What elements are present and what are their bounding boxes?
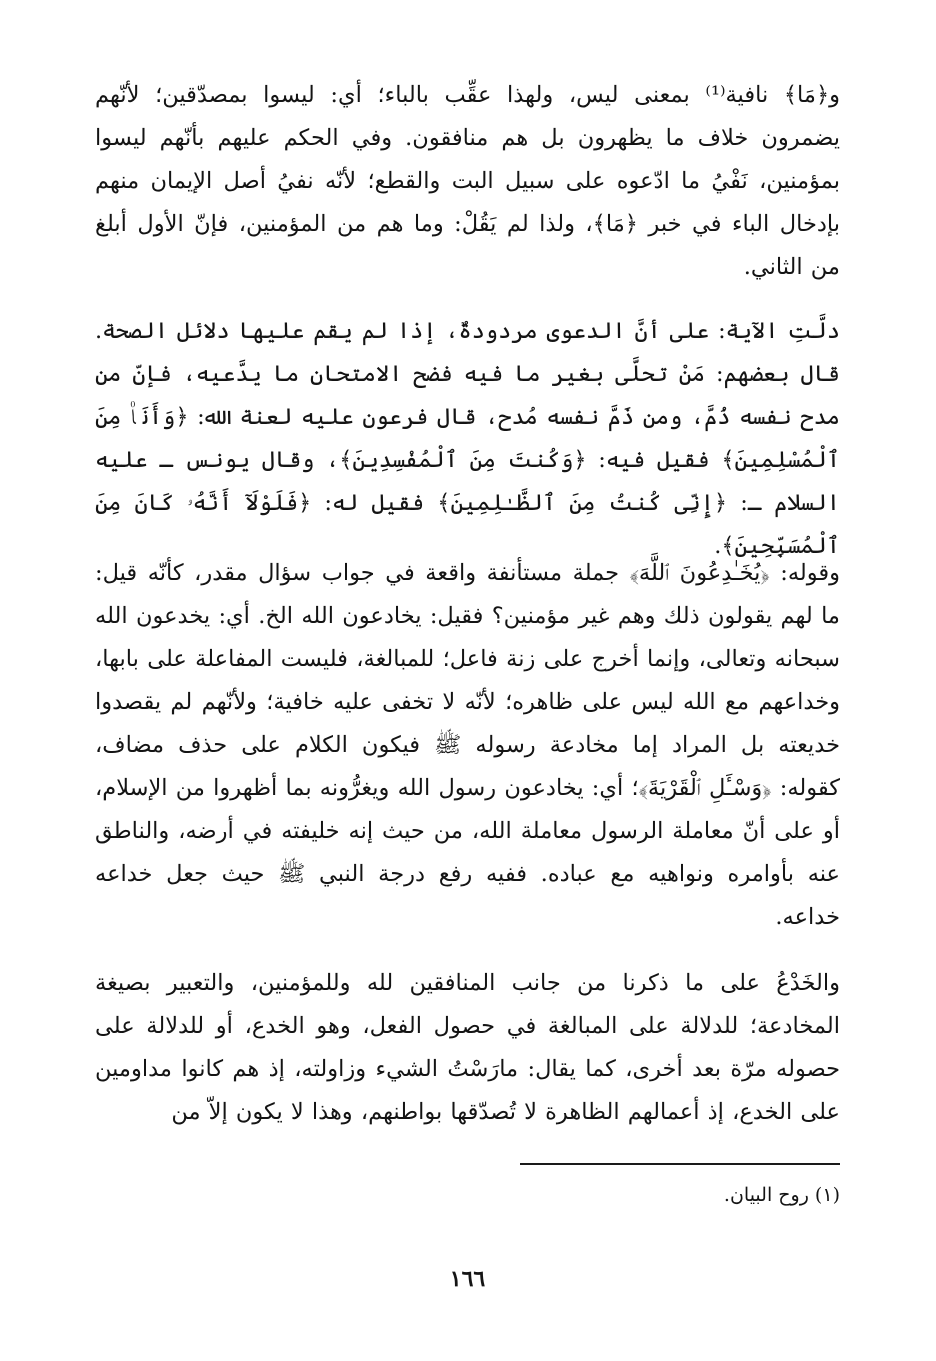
footnote: (١) روح البيان. <box>723 1184 840 1206</box>
paragraph-3: وقوله: ﴿يُخَـٰدِعُونَ ٱللَّهَ﴾ جملة مستأنفة واقعة في جواب سؤال مقدر، كأنّه قيل: ما لهم يقولون ذلك وهم غير مؤمنين؟ فقيل: يخادعون الله الخ. أي: يخدعون الله سبحانه وتعالى، وإنما أخرج على زنة فاعل؛ للمبالغة، فليست المفاعلة على بابها، وخداعهم مع الله ليس على ظاهره؛ لأنّه لا تخفى عليه خافية؛ ولأنّهم لم يقصدوا خديعته بل المراد إما مخادعة رسوله ﷺ فيكون الكلام على حذف مضاف، كقوله: ﴿وَسْـَٔلِ ٱلْقَرْيَةَ﴾؛ أي: يخادعون رسول الله ويغرُّونه بما أظهروا من الإسلام، أو على أنّ معاملة الرسول معاملة الله، من حيث إنه خليفته في أرضه، والناطق عنه بأوامره ونواهيه مع عباده. ففيه رفع درجة النبي ﷺ حيث جعل خداعه خداعه. <box>95 560 840 930</box>
paragraph-1: و﴿مَا﴾ نافية⁽¹⁾ بمعنى ليس، ولهذا عقِّب بالباء؛ أي: ليسوا بمصدّقين؛ لأنّهم يضمرون خلاف ما يظهرون بل هم منافقون. وفي الحكم عليهم بأنّهم ليسوا بمؤمنين، نَفْيُ ما ادّعوه على سبيل البت والقطع؛ لأنّه نفيُ أصل الإيمان منهم بإدخال الباء في خبر ﴿مَا﴾، ولذا لم يَقُلْ: وما هم من المؤمنين، فإنّ الأول أبلغ من الثاني. <box>95 82 841 280</box>
paragraph-2: دلَّتِ الآية: على أنَّ الدعوى مردودةٌ، إذا لم يقم عليها دلائل الصحة. قال بعضهم: مَنْ تحلَّى بغير ما فيه فضح الامتحان ما يدَّعيه، فإنّ من مدح نفسه ذُمَّ، ومن ذَمَّ نفسه مُدح، قال فرعون عليه لعنة الله: ﴿وَأَنَا۠ مِنَ ٱلْمُسْلِمِينَ﴾ فقيل فيه: ﴿وَكُنتَ مِنَ ٱلْمُفْسِدِينَ﴾، وقال يونس ـ عليه السلام ـ: ﴿إِنِّى كُنتُ مِنَ ٱلظَّـٰلِمِينَ﴾ فقيل له: ﴿فَلَوْلَآ أَنَّهُۥ كَانَ مِنَ ٱلْمُسَبِّحِينَ﴾. <box>95 318 840 559</box>
paragraph-4: والخَدْعُ على ما ذكرنا من جانب المنافقين لله وللمؤمنين، والتعبير بصيغة المخادعة؛ للدلالة على المبالغة في حصول الفعل، وهو الخدع، أو للدلالة على حصوله مرّة بعد أخرى، كما يقال: مارَسْتُ الشيء وزاولته، إذ هم كانوا مداومين على الخدع، إذ أعمالهم الظاهرة لا تُصدّقها بواطنهم، وهذا لا يكون إلاّ من <box>95 970 840 1125</box>
book-page <box>95 74 840 1324</box>
footnote-divider <box>520 1163 840 1165</box>
page-number: ١٦٦ <box>449 1266 486 1292</box>
